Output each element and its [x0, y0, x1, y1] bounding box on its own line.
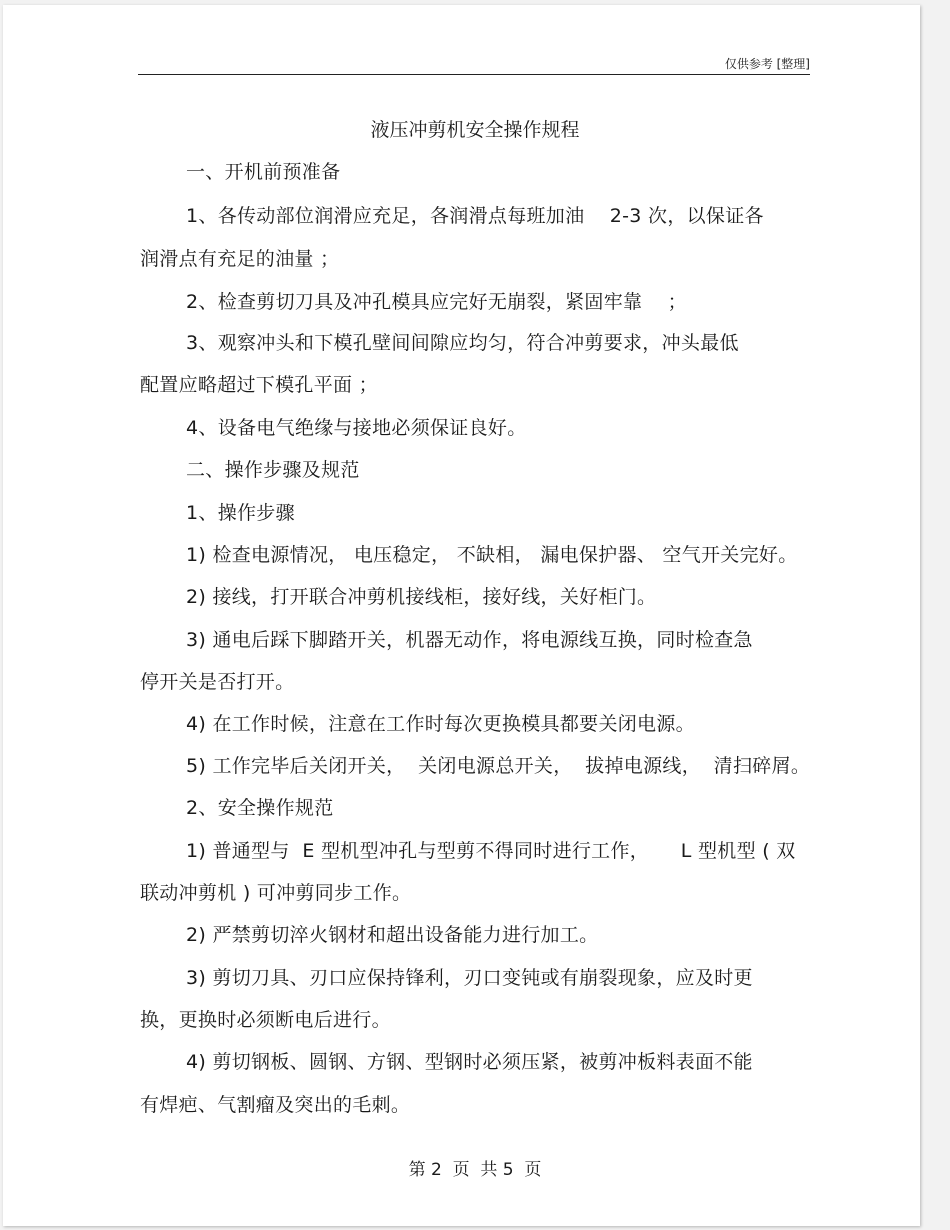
paragraph-line: 停开关是否打开。	[140, 671, 295, 693]
header-note: 仅供参考 [整理]	[724, 57, 810, 71]
paragraph-line: 1) 检查电源情况， 电压稳定， 不缺相， 漏电保护器、 空气开关完好。	[186, 544, 798, 566]
subsection-heading: 2、安全操作规范	[186, 797, 334, 819]
page-number: 第 2 页 共 5 页	[408, 1160, 542, 1180]
paragraph-line: 润滑点有充足的油量 ；	[140, 248, 340, 270]
paragraph-line: 4、设备电气绝缘与接地必须保证良好。	[186, 417, 527, 439]
paragraph-line: 配置应略超过下模孔平面 ；	[140, 374, 378, 396]
paragraph-line: 4) 剪切钢板、圆钢、方钢、型钢时必须压紧，被剪冲板料表面不能	[186, 1051, 753, 1073]
section-heading-prep: 一、开机前预准备	[186, 161, 341, 183]
paragraph-line: 换，更换时必须断电后进行。	[140, 1009, 391, 1031]
document-title: 液压冲剪机安全操作规程	[370, 119, 580, 141]
paragraph-line: 5) 工作完毕后关闭开关， 关闭电源总开关， 拔掉电源线， 清扫碎屑。	[186, 755, 811, 777]
paragraph-line: 3、观察冲头和下模孔壁间间隙应均匀，符合冲剪要求，冲头最低	[186, 332, 739, 354]
paragraph-line: 2) 严禁剪切淬火钢材和超出设备能力进行加工。	[186, 924, 599, 946]
document-page	[3, 5, 920, 1226]
header-divider	[138, 74, 810, 75]
paragraph-line: 有焊疤、气割瘤及突出的毛刺。	[140, 1094, 411, 1116]
subsection-heading: 1、操作步骤	[186, 502, 295, 524]
paragraph-line: 2、检查剪切刀具及冲孔模具应完好无崩裂，紧固牢靠 ；	[186, 291, 687, 313]
paragraph-line: 2) 接线，打开联合冲剪机接线柜，接好线，关好柜门。	[186, 586, 657, 608]
paragraph-line: 3) 剪切刀具、刃口应保持锋利，刃口变钝或有崩裂现象，应及时更	[186, 967, 753, 989]
paragraph-line: 联动冲剪机 ) 可冲剪同步工作。	[140, 882, 412, 904]
paragraph-line: 1、各传动部位润滑应充足，各润滑点每班加油 2-3 次，以保证各	[186, 205, 764, 227]
paragraph-line: 4) 在工作时候，注意在工作时每次更换模具都要关闭电源。	[186, 713, 695, 735]
section-heading-steps: 二、操作步骤及规范	[186, 459, 360, 481]
paragraph-line: 3) 通电后踩下脚踏开关，机器无动作，将电源线互换，同时检查急	[186, 629, 753, 651]
paragraph-line: 1) 普通型与 E 型机型冲孔与型剪不得同时进行工作， L 型机型 ( 双	[186, 840, 796, 862]
